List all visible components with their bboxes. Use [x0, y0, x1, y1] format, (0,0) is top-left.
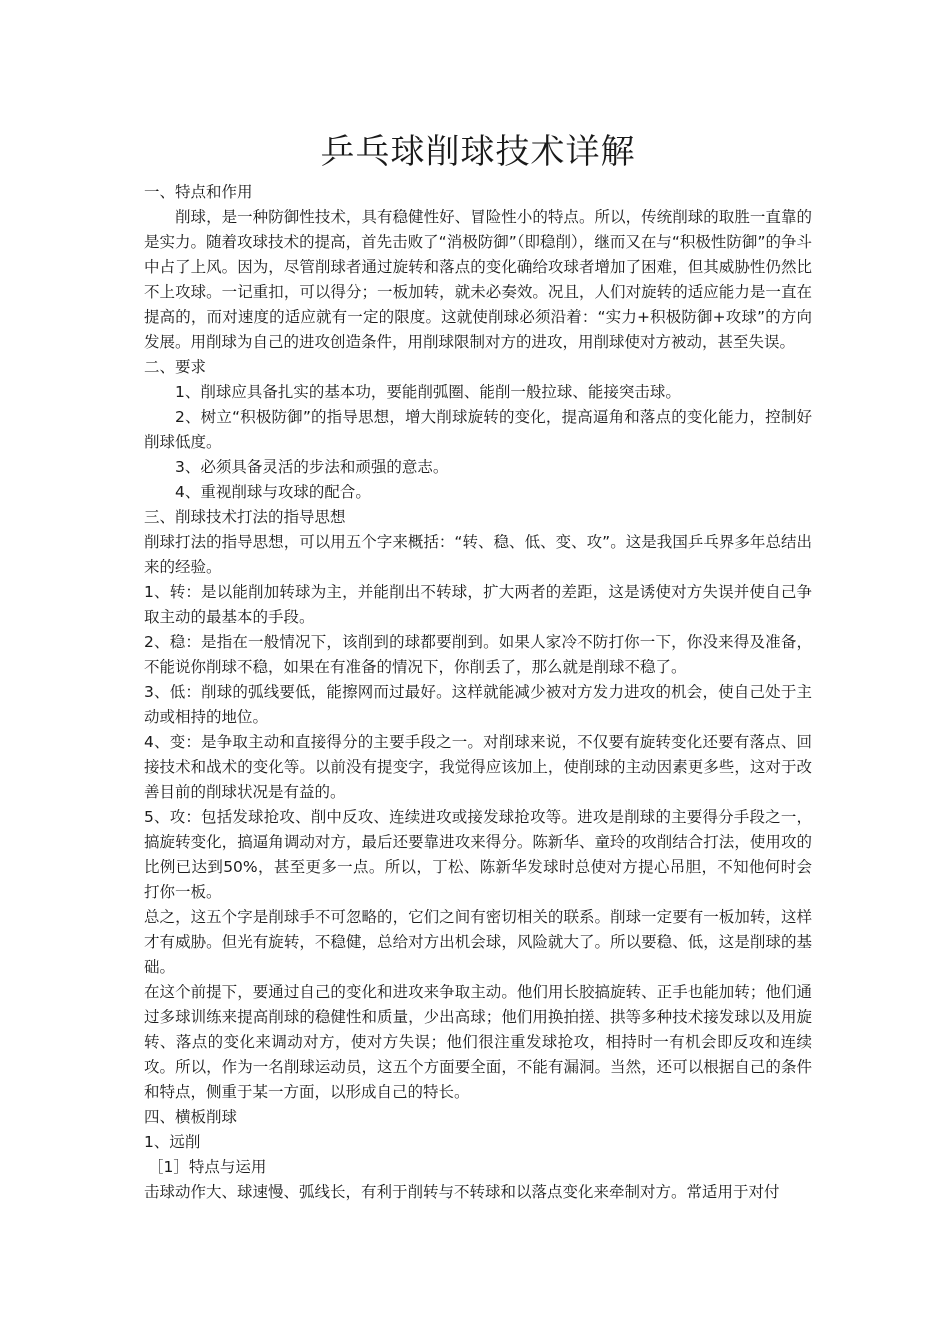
guideline-item-low: 3、低：削球的弧线要低，能擦网而过最好。这样就能减少被对方发力进攻的机会，使自己处于主动或相持的地位。 — [144, 683, 812, 726]
requirement-item-2: 2、树立“积极防御”的指导思想，增大削球旋转的变化，提高逼角和落点的变化能力，控制好削球低度。 — [144, 408, 812, 451]
section-heading-4: 四、横板削球 — [144, 1108, 238, 1126]
guideline-item-attack: 5、攻：包括发球抢攻、削中反攻、连续进攻或接发球抢攻等。进攻是削球的主要得分手段之一，搞旋转变化，搞逼角调动对方，最后还要靠进攻来得分。陈新华、童玲的攻削结合打法，使用攻的比例已达到50%，甚至更多一点。所以，丁松、陈新华发球时总使对方提心吊胆，不知他何时会打你一板。 — [144, 808, 812, 901]
subsection-heading-far-chop: 1、远削 — [144, 1133, 201, 1151]
document-page — [144, 128, 812, 1205]
section-heading-3: 三、削球技术打法的指导思想 — [144, 508, 346, 526]
document-title: 乒乓球削球技术详解 — [320, 132, 636, 172]
requirement-item-3: 3、必须具备灵活的步法和顽强的意志。 — [175, 458, 449, 476]
section-heading-1: 一、特点和作用 — [144, 183, 253, 201]
section-heading-2: 二、要求 — [144, 358, 207, 376]
requirement-item-4: 4、重视削球与攻球的配合。 — [175, 483, 371, 501]
guideline-item-steady: 2、稳：是指在一般情况下，该削到的球都要削到。如果人家冷不防打你一下，你没来得及准备，不能说你削球不稳，如果在有准备的情况下，你削丢了，那么就是削球不稳了。 — [144, 633, 812, 676]
guideline-item-change: 4、变：是争取主动和直接得分的主要手段之一。对削球来说，不仅要有旋转变化还要有落点、回接技术和战术的变化等。以前没有提变字，我觉得应该加上，使削球的主动因素更多些，这对于改善目前的削球状况是有益的。 — [144, 733, 812, 801]
paragraph-intro: 削球，是一种防御性技术，具有稳健性好、冒险性小的特点。所以，传统削球的取胜一直靠的是实力。随着攻球技术的提高，首先击败了“消极防御”（即稳削），继而又在与“积极性防御”的争斗中占了上风。因为，尽管削球者通过旋转和落点的变化确给攻球者增加了困难，但其威胁性仍然比不上攻球。一记重扣，可以得分；一板加转，就未必奏效。况且，人们对旋转的适应能力是一直在提高的，而对速度的适应就有一定的限度。这就使削球必须沿着：“实力+积极防御+攻球”的方向发展。用削球为自己的进攻创造条件，用削球限制对方的进攻，用削球使对方被动，甚至失误。 — [144, 208, 812, 351]
paragraph-premise: 在这个前提下，要通过自己的变化和进攻来争取主动。他们用长胶搞旋转、正手也能加转；他们通过多球训练来提高削球的稳健性和质量，少出高球；他们用换拍搓、拱等多种技术接发球以及用旋转、落点的变化来调动对方，使对方失误；他们很注重发球抢攻，相持时一有机会即反攻和连续攻。所以，作为一名削球运动员，这五个方面要全面，不能有漏洞。当然，还可以根据自己的条件和特点，侧重于某一方面，以形成自己的特长。 — [144, 983, 812, 1101]
paragraph-far-chop: 击球动作大、球速慢、弧线长，有利于削转与不转球和以落点变化来牵制对方。常适用于对付 — [144, 1183, 780, 1201]
guideline-item-spin: 1、转：是以能削加转球为主，并能削出不转球，扩大两者的差距，这是诱使对方失误并使自己争取主动的最基本的手段。 — [144, 583, 812, 626]
requirement-item-1: 1、削球应具备扎实的基本功，要能削弧圈、能削一般拉球、能接突击球。 — [175, 383, 681, 401]
subsection-heading-features: ［1］特点与运用 — [148, 1158, 267, 1176]
paragraph-summary: 总之，这五个字是削球手不可忽略的，它们之间有密切相关的联系。削球一定要有一板加转，这样才有威胁。但光有旋转，不稳健，总给对方出机会球，风险就大了。所以要稳、低，这是削球的基础。 — [144, 908, 812, 976]
paragraph-guideline-intro: 削球打法的指导思想，可以用五个字来概括：“转、稳、低、变、攻”。这是我国乒乓界多年总结出来的经验。 — [144, 533, 812, 576]
